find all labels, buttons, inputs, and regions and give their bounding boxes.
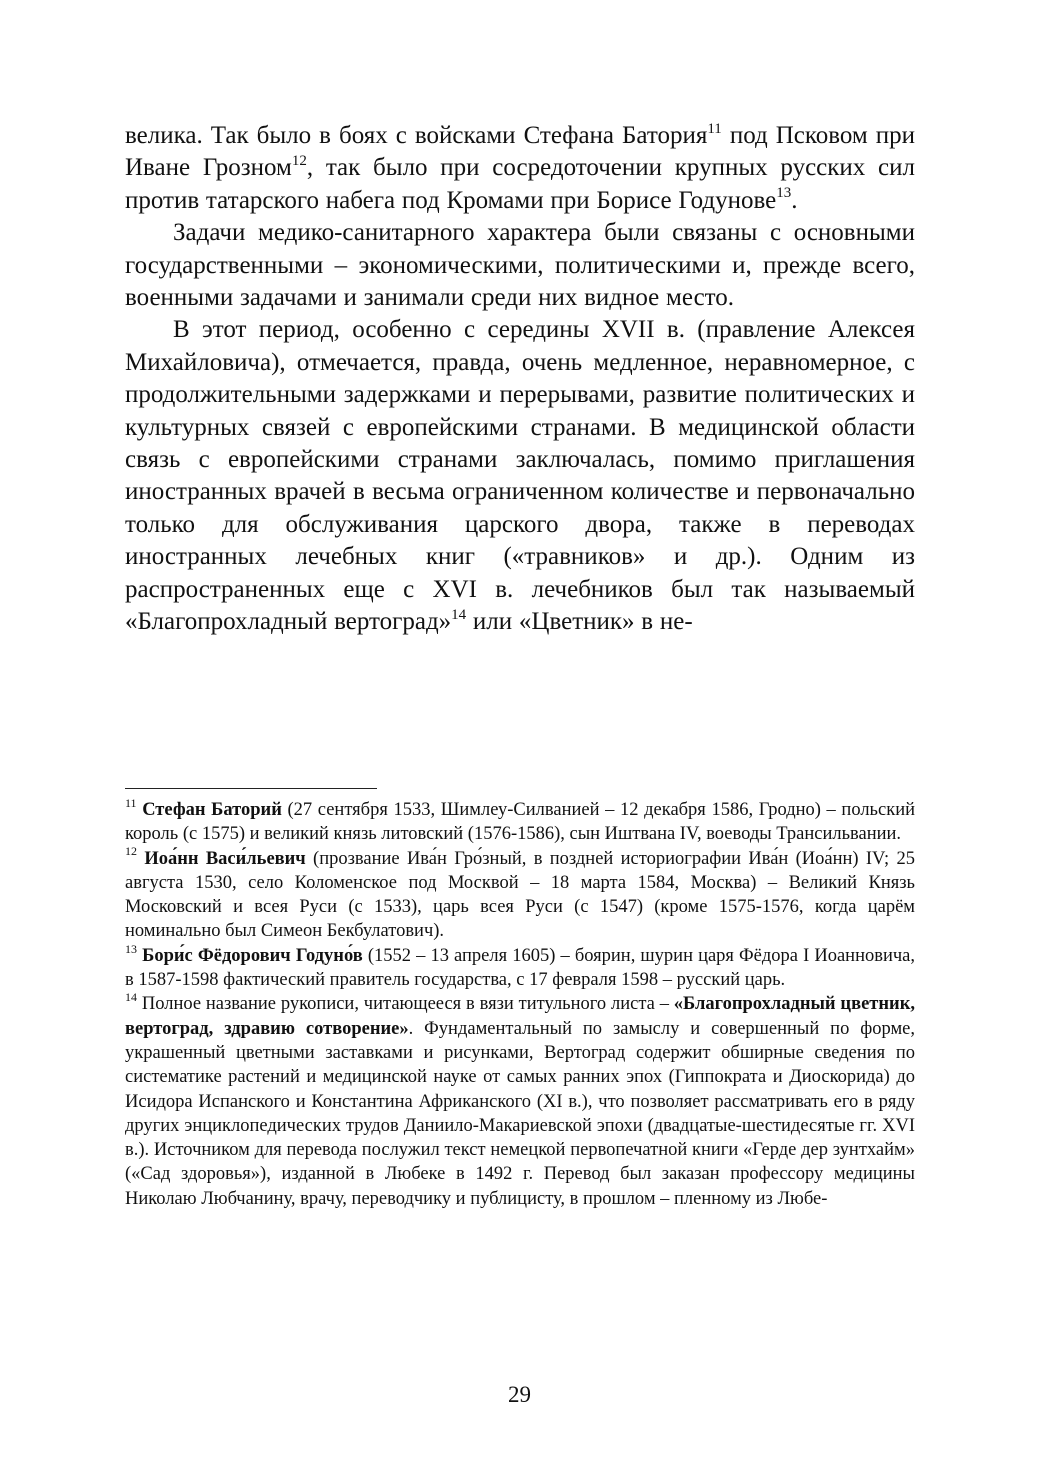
footnote-ref-14[interactable]: 14 — [451, 606, 467, 623]
footnote-12 — [125, 844, 915, 944]
footnote-name: Стефан Баторий — [142, 800, 282, 820]
footnote-title: «Благопрохладный цветник, вертоград, здравию сотворение» — [125, 994, 915, 1039]
paragraph-2: Задачи медико-санитарного характера были связаны с основными государственными – экономическими, политическими и, прежде всего, военными задачами и занимали среди них видное место. — [125, 219, 915, 312]
main-text — [125, 120, 915, 639]
footnote-text: Полное название рукописи, читающееся в вязи титульного листа – — [137, 994, 674, 1015]
footnote-number: 13 — [125, 941, 137, 956]
text-run: или «Цветник» в не- — [466, 608, 693, 636]
footnote-text: (1552 – 13 апреля 1605) – боярин, шурин царя Фёдора I Иоанновича, в 1587-1598 фактический правитель государства, с 17 февраля 1598 – русский царь. — [125, 945, 915, 991]
footnote-13 — [125, 941, 915, 993]
footnote-text: (прозвание Ива́н Гро́зный, в поздней историографии Ива́н (Иоа́нн) IV; 25 августа 1530, село Коломенское под Москвой – 18 марта 1584, Москва) – Великий Князь Московский и всея Руси (с 1533), царь всея Руси (с 1547) (кроме 1575-1576, когда царём номинально был Симеон Бекбулатович). — [125, 848, 915, 942]
footnote-number: 12 — [125, 844, 137, 859]
footnote-text: (27 сентября 1533, Шимлеу-Силванией – 12 декабря 1586, Гродно) – польский король (с 1575) и великий князь литовский (1576-1586), сын Иштвана IV, воеводы Трансильвании. — [125, 800, 915, 845]
footnote-name: Иоа́нн Васи́льевич — [144, 848, 306, 869]
text-run: . — [791, 186, 798, 214]
footnote-number: 11 — [125, 795, 137, 810]
footnote-name: Бори́с Фёдорович Годуно́в — [142, 945, 363, 966]
text-run: под Псковом при Иване Грозном — [125, 122, 916, 182]
footnote-ref-12[interactable]: 12 — [291, 153, 307, 170]
footnote-number: 14 — [125, 990, 137, 1005]
text-run: велика. Так было в боях с войсками Стефана Батория — [125, 122, 708, 149]
footnote-separator — [125, 788, 377, 789]
footnote-ref-13[interactable]: 13 — [776, 185, 792, 202]
footnotes — [125, 795, 916, 1211]
text-run: , так было при сосредоточении крупных русских сил против татарского набега под Кромами при Борисе Годунове — [125, 154, 915, 214]
page-number: 29 — [508, 1382, 531, 1407]
paragraph-1 — [125, 120, 915, 217]
text-run: В этот период, особенно с середины XVII в. (правление Алексея Михайловича), отмечается, правда, очень медленное, неравномерное, с продолжительными задержками и перерывами, развитие политических и культурных связей с европейскими странами. В медицинской области связь с европейскими странами заключалась, помимо приглашения иностранных врачей в весьма ограниченном количестве и первоначально только для обслуживания царского двора, также в переводах иностранных лечебных книг («травников» и др.). Одним из распространенных еще с XVI в. лечебников был так называемый «Благопрохладный вертоград» — [125, 316, 915, 636]
footnote-ref-11[interactable]: 11 — [707, 120, 722, 137]
footnote-text: . Фундаментальный по замыслу и совершенный по форме, украшенный цветными заставками и рисунками, Вертоград содержит обширные сведения по систематике растений и медицинской науке от самых ранних эпох (Гиппократа и Диоскорида) до Исидора Испанского и Константина Африканского (XI в.), что позволяет рассматривать его в ряду других энциклопедических трудов Даниило-Макариевской эпохи (двадцатые-шестидесятые гг. XVI в.). Источником для перевода послужил текст немецкой первопечатной книги «Герде дер зунтхайм» («Сад здоровья»), изданной в Любеке в 1492 г. Перевод был заказан профессору медицины Николаю Любчанину, врачу, переводчику и публицисту, в прошлом – пленному из Любе- — [125, 1018, 916, 1209]
footnote-11 — [125, 795, 915, 847]
paragraph-3 — [125, 314, 915, 638]
footnote-14 — [125, 992, 915, 1211]
